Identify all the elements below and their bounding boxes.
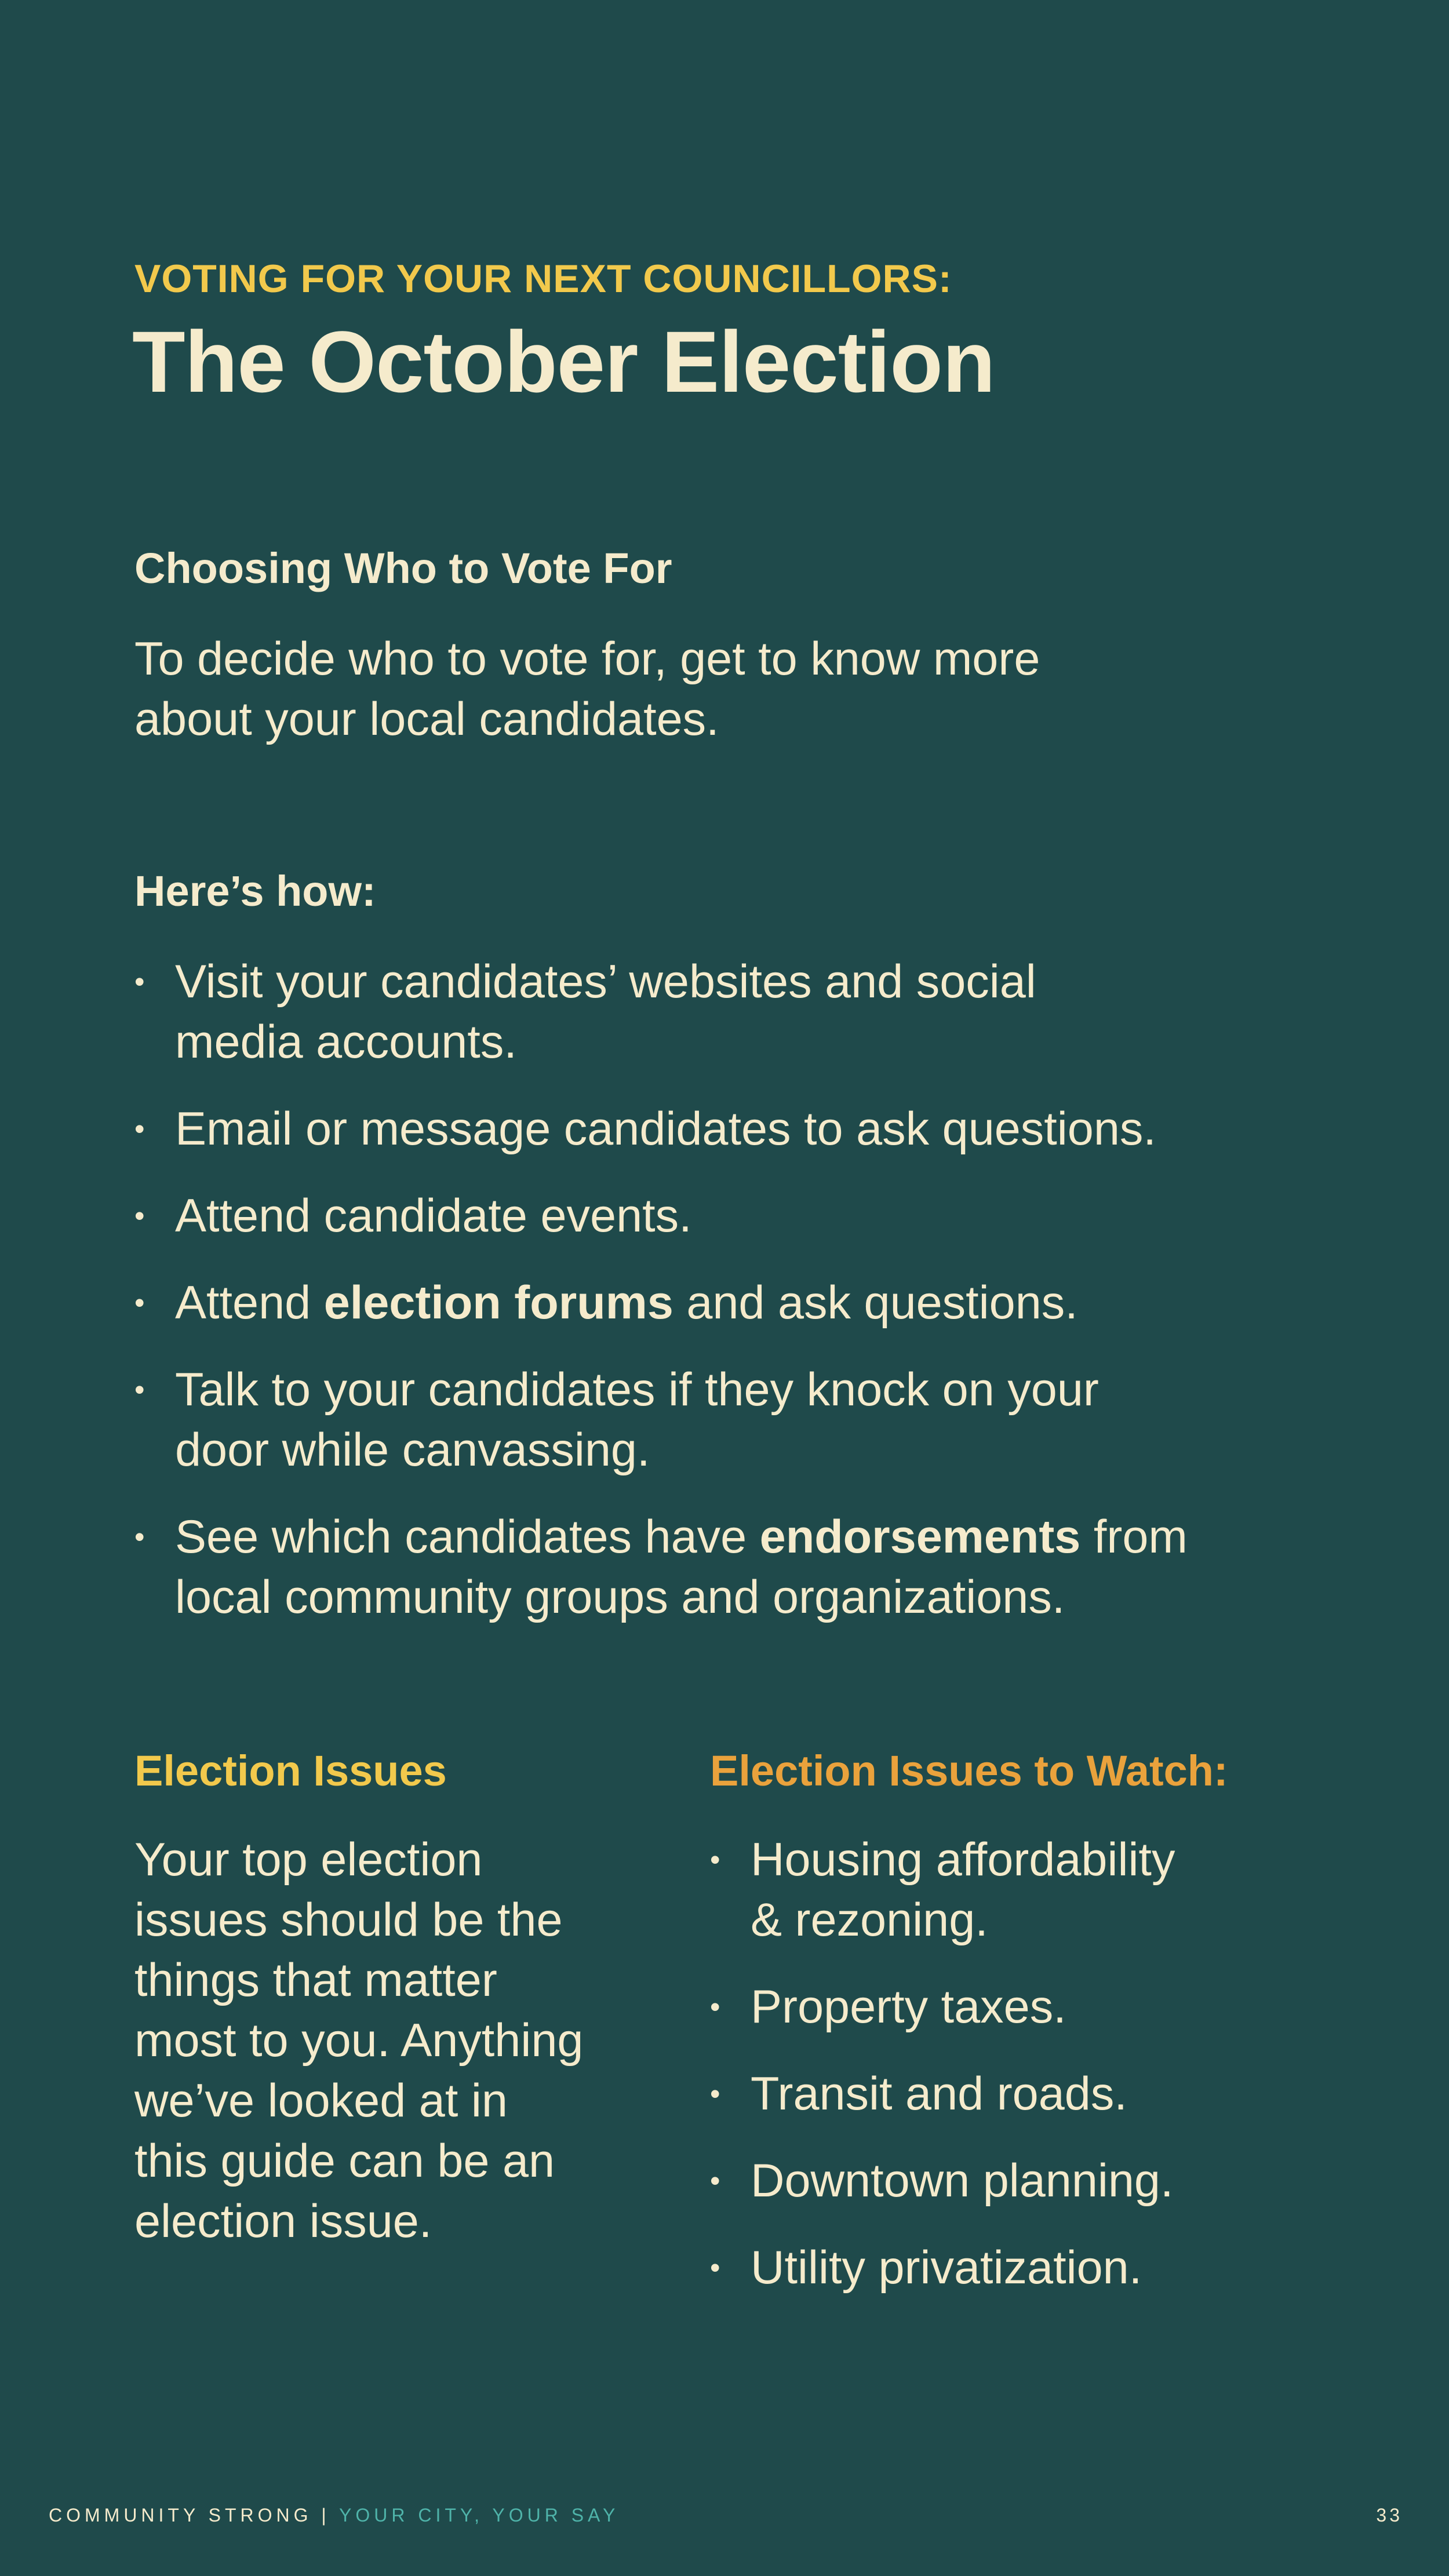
list-item — [710, 1830, 1319, 1950]
choosing-paragraph — [134, 629, 1236, 749]
list-item-text: door while canvassing. — [175, 1424, 650, 1476]
choosing-line: about your local candidates. — [134, 693, 719, 745]
bullet-icon: • — [710, 2251, 720, 2284]
list-item-text: and ask questions. — [673, 1277, 1078, 1329]
list-item — [710, 2064, 1319, 2124]
list-item-text: Talk to your candidates if they knock on your — [175, 1364, 1099, 1416]
bullet-icon: • — [710, 2078, 720, 2110]
list-item-text: Downtown planning. — [751, 2155, 1174, 2207]
list-item-text: Transit and roads. — [751, 2068, 1127, 2120]
footer-tagline: YOUR CITY, YOUR SAY — [339, 2505, 620, 2526]
issues-line: we’ve looked at in — [134, 2075, 508, 2127]
bullet-icon: • — [134, 1521, 145, 1553]
choosing-line: To decide who to vote for, get to know more — [134, 633, 1040, 685]
bullet-icon: • — [134, 965, 145, 998]
issues-heading: Election Issues — [134, 1747, 447, 1795]
issues-line: things that matter — [134, 1954, 497, 2006]
bullet-icon: • — [710, 2165, 720, 2197]
issues-line: most to you. Anything — [134, 2014, 584, 2067]
page-number: 33 — [1376, 2505, 1403, 2526]
list-item-text: Property taxes. — [751, 1981, 1066, 2033]
bullet-icon: • — [134, 1373, 145, 1406]
list-item — [710, 2151, 1319, 2211]
list-item — [134, 952, 1265, 1072]
list-item — [134, 1507, 1265, 1627]
list-item-bold-term: election forums — [323, 1277, 673, 1329]
list-item-text: Visit your candidates’ websites and social — [175, 956, 1036, 1008]
watch-heading: Election Issues to Watch: — [710, 1747, 1228, 1795]
watch-list — [710, 1830, 1319, 2324]
list-item-text: Attend — [175, 1277, 324, 1329]
issues-line: election issue. — [134, 2195, 432, 2247]
how-list — [134, 952, 1265, 1654]
issues-line: issues should be the — [134, 1894, 563, 1946]
list-item-text: & rezoning. — [751, 1894, 988, 1946]
issues-line: Your top election — [134, 1834, 483, 1886]
list-item-text: from — [1080, 1511, 1188, 1563]
list-item — [710, 2238, 1319, 2298]
footer-brand-line — [49, 2505, 619, 2526]
list-item — [134, 1360, 1265, 1480]
issues-line: this guide can be an — [134, 2135, 555, 2187]
list-item-text: media accounts. — [175, 1016, 517, 1068]
footer-separator: | — [312, 2505, 340, 2526]
list-item-text: Attend candidate events. — [175, 1190, 692, 1242]
bullet-icon: • — [710, 1991, 720, 2023]
list-item-text: Email or message candidates to ask questions. — [175, 1103, 1156, 1155]
list-item — [134, 1186, 1265, 1246]
issues-paragraph — [134, 1830, 645, 2251]
list-item — [134, 1099, 1265, 1159]
page-title: The October Election — [132, 313, 995, 410]
choosing-heading: Choosing Who to Vote For — [134, 544, 672, 592]
bullet-icon: • — [134, 1287, 145, 1319]
list-item-text: Housing affordability — [751, 1834, 1175, 1886]
bullet-icon: • — [710, 1843, 720, 1876]
list-item-text: Utility privatization. — [751, 2242, 1142, 2294]
how-heading: Here’s how: — [134, 867, 376, 915]
list-item — [134, 1273, 1265, 1333]
footer-brand: COMMUNITY STRONG — [49, 2505, 312, 2526]
list-item-text: local community groups and organizations. — [175, 1571, 1065, 1623]
page-kicker: VOTING FOR YOUR NEXT COUNCILLORS: — [134, 257, 952, 301]
bullet-icon: • — [134, 1113, 145, 1145]
list-item-bold-term: endorsements — [759, 1511, 1081, 1563]
list-item — [710, 1977, 1319, 2037]
list-item-text: See which candidates have — [175, 1511, 760, 1563]
bullet-icon: • — [134, 1200, 145, 1232]
